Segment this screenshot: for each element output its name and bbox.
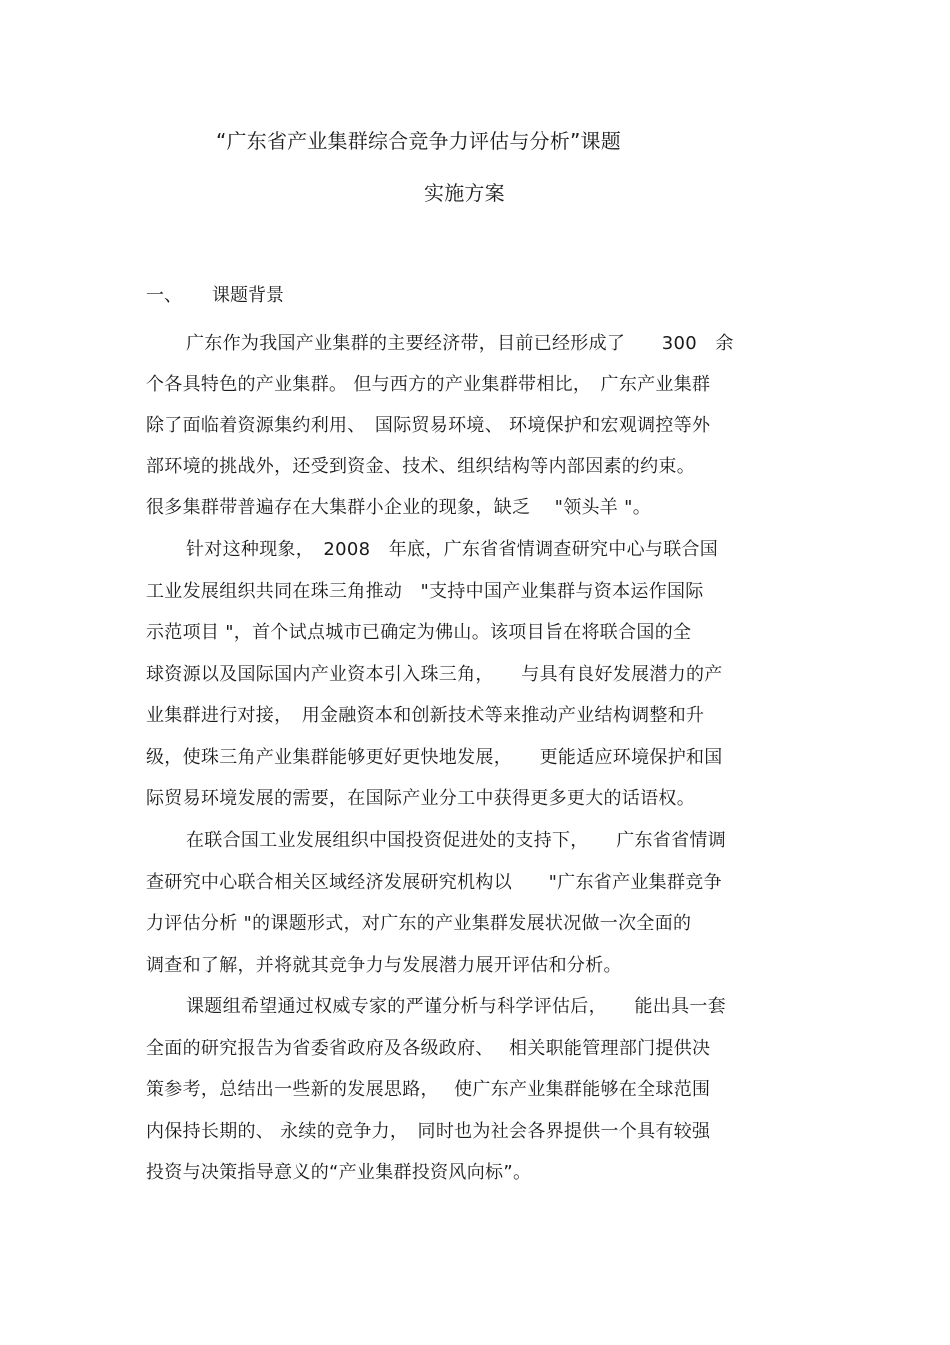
paragraph-line: 部环境的挑战外，还受到资金、技术、组织结构等内部因素的约束。 <box>146 456 695 477</box>
paragraph-line: 全面的研究报告为省委省政府及各级政府、 相关职能管理部门提供决 <box>146 1038 711 1059</box>
paragraph-line: 个各具特色的产业集群。 但与西方的产业集群带相比， 广东产业集群 <box>146 374 711 395</box>
section-number: 一、 <box>146 285 182 306</box>
paragraph-line: 课题组希望通过权威专家的严谨分析与科学评估后， 能出具一套 <box>186 996 726 1017</box>
document-subtitle: 实施方案 <box>424 181 505 205</box>
paragraph-line: 针对这种现象， 2008 年底，广东省省情调查研究中心与联合国 <box>186 539 719 560</box>
paragraph-line: 在联合国工业发展组织中国投资促进处的支持下， 广东省省情调 <box>186 830 726 851</box>
paragraph-line: 示范项目 "，首个试点城市已确定为佛山。该项目旨在将联合国的全 <box>146 622 692 643</box>
section-heading <box>146 284 284 308</box>
paragraph-line: 级，使珠三角产业集群能够更好更快地发展， 更能适应环境保护和国 <box>146 747 723 768</box>
section-title: 课题背景 <box>212 285 284 306</box>
paragraph-line: 际贸易环境发展的需要，在国际产业分工中获得更多更大的话语权。 <box>146 788 695 809</box>
paragraph-line: 投资与决策指导意义的“产业集群投资风向标”。 <box>146 1162 532 1183</box>
paragraph-line: 除了面临着资源集约利用、 国际贸易环境、 环境保护和宏观调控等外 <box>146 415 711 436</box>
paragraph-line: 很多集群带普遍存在大集群小企业的现象，缺乏 "领头羊 "。 <box>146 497 651 518</box>
paragraph-line: 广东作为我国产业集群的主要经济带，目前已经形成了 300 余 <box>186 333 734 354</box>
paragraph-line: 球资源以及国际国内产业资本引入珠三角， 与具有良好发展潜力的产 <box>146 664 723 685</box>
paragraph-line: 内保持长期的、 永续的竞争力， 同时也为社会各界提供一个具有较强 <box>146 1121 711 1142</box>
paragraph-line: 力评估分析 "的课题形式，对广东的产业集群发展状况做一次全面的 <box>146 913 692 934</box>
paragraph-line: 查研究中心联合相关区域经济发展研究机构以 "广东省产业集群竞争 <box>146 872 722 893</box>
paragraph-line: 业集群进行对接， 用金融资本和创新技术等来推动产业结构调整和升 <box>146 705 705 726</box>
paragraph-line: 策参考，总结出一些新的发展思路， 使广东产业集群能够在全球范围 <box>146 1079 711 1100</box>
document-title: “广东省产业集群综合竞争力评估与分析”课题 <box>216 129 621 153</box>
paragraph-line: 工业发展组织共同在珠三角推动 "支持中国产业集群与资本运作国际 <box>146 581 704 602</box>
paragraph-line: 调查和了解，并将就其竞争力与发展潜力展开评估和分析。 <box>146 955 622 976</box>
